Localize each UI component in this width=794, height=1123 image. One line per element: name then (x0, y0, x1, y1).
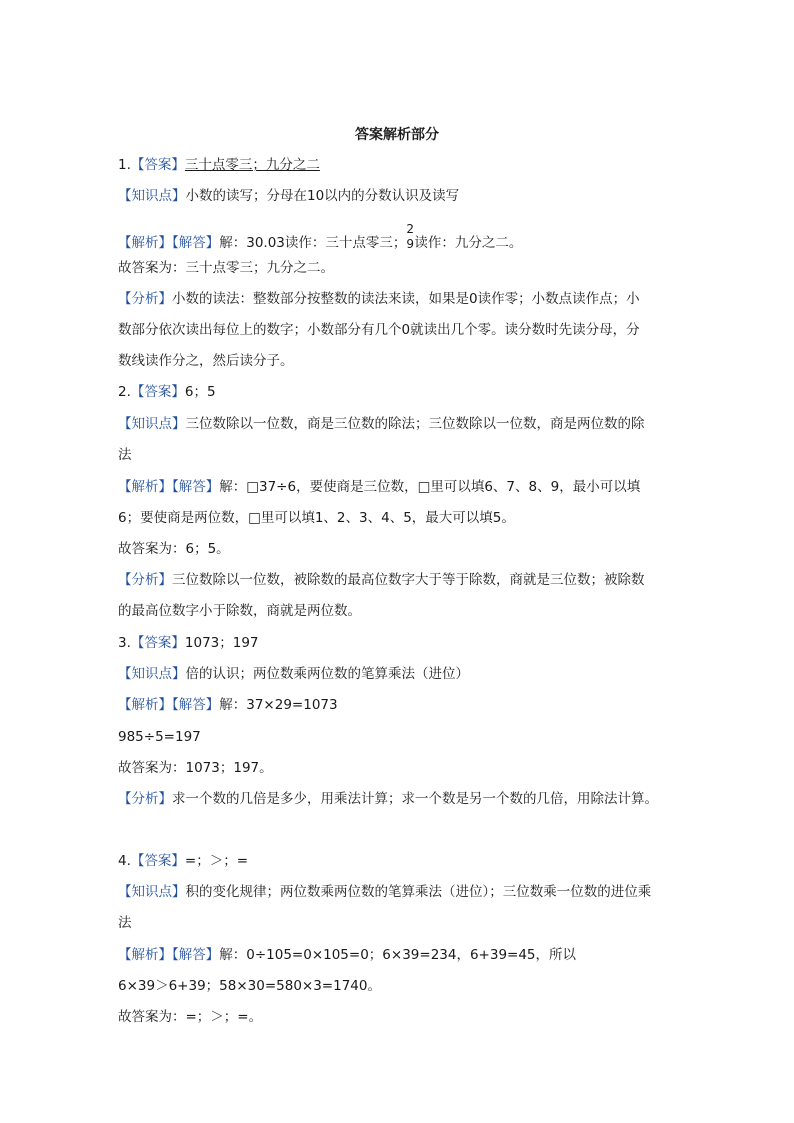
q1-final: 故答案为：三十点零三；九分之二。 (118, 260, 334, 276)
q4-answer: =；＞；= (184, 853, 249, 869)
q2-answer-line (118, 382, 678, 402)
q1-knowledge-line (118, 186, 678, 206)
q4-solution-1: 解：0÷105=0×105=0；6×39=234，6+39=45，所以 (219, 947, 577, 963)
q1-analysis-1: 小数的读法：整数部分按整数的读法来读，如果是0读作零；小数点读作点；小 (172, 291, 640, 307)
analysis-tag: 【分析】 (118, 291, 172, 307)
q3-number: 3. (118, 635, 131, 651)
jiexi-tag: 【解析】 (118, 479, 172, 495)
q1-solution-a: 解：30.03读作：三十点零三； (219, 235, 407, 251)
q2-knowledge-line-1 (118, 414, 678, 434)
q1-fraction-numerator: 2 (406, 222, 415, 236)
q2-analysis-2: 的最高位数字小于除数，商就是两位数。 (118, 603, 361, 619)
q2-final: 故答案为：6；5。 (118, 541, 230, 557)
q1-number: 1. (118, 157, 131, 173)
q1-analysis-3: 数线读作分之，然后读分子。 (118, 353, 294, 369)
q3-final: 故答案为：1073；197。 (118, 760, 273, 776)
knowledge-tag: 【知识点】 (118, 188, 186, 204)
jieda-tag: 【解答】 (172, 697, 220, 713)
q1-fraction-denominator: 9 (406, 237, 415, 251)
q4-solution-line-1 (118, 945, 678, 965)
q2-answer: 6；5 (184, 384, 216, 400)
q4-final: 故答案为：=；＞；=。 (118, 1009, 263, 1025)
q3-analysis: 求一个数的几倍是多少，用乘法计算；求一个数是另一个数的几倍，用除法计算。 (172, 791, 658, 807)
q2-knowledge-2: 法 (118, 447, 132, 463)
q3-solution-line-1 (118, 695, 678, 715)
q1-fraction (406, 222, 415, 253)
q4-knowledge-2: 法 (118, 915, 132, 931)
q2-analysis-1: 三位数除以一位数，被除数的最高位数字大于等于除数，商就是三位数；被除数 (172, 572, 645, 588)
analysis-tag: 【分析】 (118, 572, 172, 588)
q3-analysis-line (118, 789, 678, 809)
q2-knowledge-1: 三位数除以一位数，商是三位数的除法；三位数除以一位数，商是两位数的除 (185, 416, 645, 432)
q1-answer-line (118, 155, 678, 175)
answer-tag: 【答案】 (130, 384, 185, 400)
q1-solution-line (118, 222, 678, 253)
q2-solution-2: 6；要使商是两位数，□里可以填1、2、3、4、5，最大可以填5。 (118, 510, 515, 526)
q2-solution-1: 解：□37÷6，要使商是三位数，□里可以填6、7、8、9，最小可以填 (219, 479, 641, 495)
q4-knowledge-1: 积的变化规律；两位数乘两位数的笔算乘法（进位）；三位数乘一位数的进位乘 (185, 884, 652, 900)
jieda-tag: 【解答】 (172, 479, 220, 495)
q4-answer-line (118, 851, 678, 871)
q3-solution-2: 985÷5=197 (118, 729, 201, 745)
q3-knowledge-line (118, 664, 678, 684)
analysis-tag: 【分析】 (118, 791, 172, 807)
page-title: 答案解析部分 (355, 127, 439, 143)
answer-tag: 【答案】 (130, 635, 185, 651)
q2-number: 2. (118, 384, 131, 400)
q3-knowledge: 倍的认识；两位数乘两位数的笔算乘法（进位） (185, 666, 469, 682)
q1-knowledge: 小数的读写；分母在10以内的分数认识及读写 (185, 188, 460, 204)
q4-number: 4. (118, 853, 131, 869)
q3-answer-line (118, 633, 678, 653)
q3-solution-1: 解：37×29=1073 (219, 697, 338, 713)
knowledge-tag: 【知识点】 (118, 666, 186, 682)
answer-tag: 【答案】 (130, 157, 185, 173)
jieda-tag: 【解答】 (172, 947, 220, 963)
knowledge-tag: 【知识点】 (118, 884, 186, 900)
answer-tag: 【答案】 (130, 853, 185, 869)
q1-analysis-2: 数部分依次读出每位上的数字；小数部分有几个0就读出几个零。读分数时先读分母，分 (118, 322, 640, 338)
jiexi-tag: 【解析】 (118, 947, 172, 963)
q1-answer: 三十点零三；九分之二 (184, 157, 320, 173)
jiexi-tag: 【解析】 (118, 235, 172, 251)
q2-solution-line-1 (118, 477, 678, 497)
q2-analysis-line-1 (118, 570, 678, 590)
jieda-tag: 【解答】 (172, 235, 220, 251)
q4-knowledge-line-1 (118, 882, 678, 902)
q4-solution-2: 6×39＞6+39；58×30=580×3=1740。 (118, 978, 381, 994)
knowledge-tag: 【知识点】 (118, 416, 186, 432)
q3-answer: 1073；197 (184, 635, 259, 651)
q1-analysis-line-1 (118, 289, 678, 309)
q1-solution-b: 读作：九分之二。 (414, 235, 523, 251)
jiexi-tag: 【解析】 (118, 697, 172, 713)
